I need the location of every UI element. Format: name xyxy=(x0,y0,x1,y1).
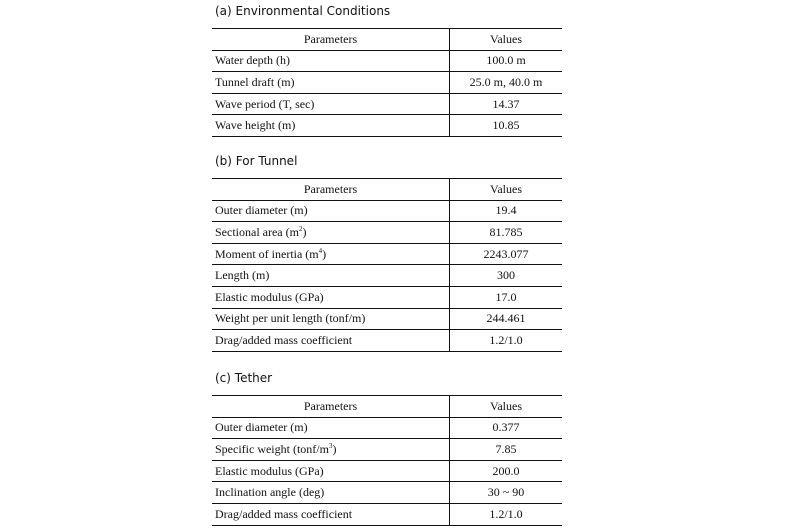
table-row xyxy=(212,286,562,308)
table-row xyxy=(212,503,562,525)
table-header-row xyxy=(212,179,562,201)
value-cell: 14.37 xyxy=(492,96,520,111)
param-cell: Specific weight $(tonf/m^3)$ xyxy=(212,439,450,461)
table-row xyxy=(212,482,562,504)
param-cell: Drag/added mass coefficient xyxy=(212,503,450,525)
table-row xyxy=(212,265,562,287)
param-cell: Weight per unit length (tonf/m) xyxy=(212,308,450,330)
param-cell: Outer diameter (m) xyxy=(212,417,450,439)
value-cell: 1.2/1.0 xyxy=(489,506,523,521)
section-title-tunnel: (b) For Tunnel xyxy=(215,154,298,168)
value-cell: 300 xyxy=(497,268,515,283)
table-row xyxy=(212,72,562,94)
table-header-row xyxy=(212,29,562,51)
param-cell: Elastic modulus (GPa) xyxy=(212,460,450,482)
param-cell: Outer diameter (m) xyxy=(212,200,450,222)
table-row xyxy=(212,50,562,72)
value-cell: 1.2/1.0 xyxy=(489,332,523,347)
value-cell: 7.85 xyxy=(495,441,517,456)
param-cell: Length (m) xyxy=(212,265,450,287)
param-cell: Drag/added mass coefficient xyxy=(212,330,450,352)
value-cell: 81.785 xyxy=(489,224,523,239)
value-cell: 100.0 m xyxy=(486,53,526,68)
table-row xyxy=(212,417,562,439)
table-row xyxy=(212,115,562,137)
value-cell: 244.461 xyxy=(486,311,526,326)
param-cell: Elastic modulus (GPa) xyxy=(212,286,450,308)
value-cell: 25.0 m, 40.0 m xyxy=(469,74,543,89)
table-row xyxy=(212,460,562,482)
param-cell: Wave height (m) xyxy=(212,115,450,137)
table-row xyxy=(212,330,562,352)
table-row xyxy=(212,243,562,265)
value-cell: 2243.077 xyxy=(483,246,529,261)
value-cell: 30 ~ 90 xyxy=(487,485,525,500)
environmental-conditions-table xyxy=(212,28,562,137)
table-row xyxy=(212,439,562,461)
table-row xyxy=(212,308,562,330)
param-cell: Sectional area $(m^2)$ xyxy=(212,222,450,244)
section-title-environmental-conditions: (a) Environmental Conditions xyxy=(215,4,391,18)
param-cell: Water depth (h) xyxy=(212,50,450,72)
value-cell: 17.0 xyxy=(495,289,517,304)
header-parameters: Parameters xyxy=(212,396,450,418)
param-cell: Wave period (T, sec) xyxy=(212,93,450,115)
header-parameters: Parameters xyxy=(212,179,450,201)
param-cell: Inclination angle (deg) xyxy=(212,482,450,504)
value-cell: 10.85 xyxy=(492,118,520,133)
header-values: Values xyxy=(490,181,522,196)
value-cell: 19.4 xyxy=(495,203,517,218)
header-values: Values xyxy=(490,31,522,46)
param-cell: Moment of inertia $(m^4)$ xyxy=(212,243,450,265)
table-row xyxy=(212,222,562,244)
header-values: Values xyxy=(490,398,522,413)
table-row xyxy=(212,200,562,222)
section-title-tether: (c) Tether xyxy=(215,371,273,385)
param-cell: Tunnel draft (m) xyxy=(212,72,450,94)
tunnel-table xyxy=(212,178,562,352)
tether-table xyxy=(212,395,562,526)
header-parameters: Parameters xyxy=(212,29,450,51)
value-cell: 200.0 xyxy=(492,463,520,478)
table-header-row xyxy=(212,396,562,418)
value-cell: 0.377 xyxy=(492,420,520,435)
table-row xyxy=(212,93,562,115)
